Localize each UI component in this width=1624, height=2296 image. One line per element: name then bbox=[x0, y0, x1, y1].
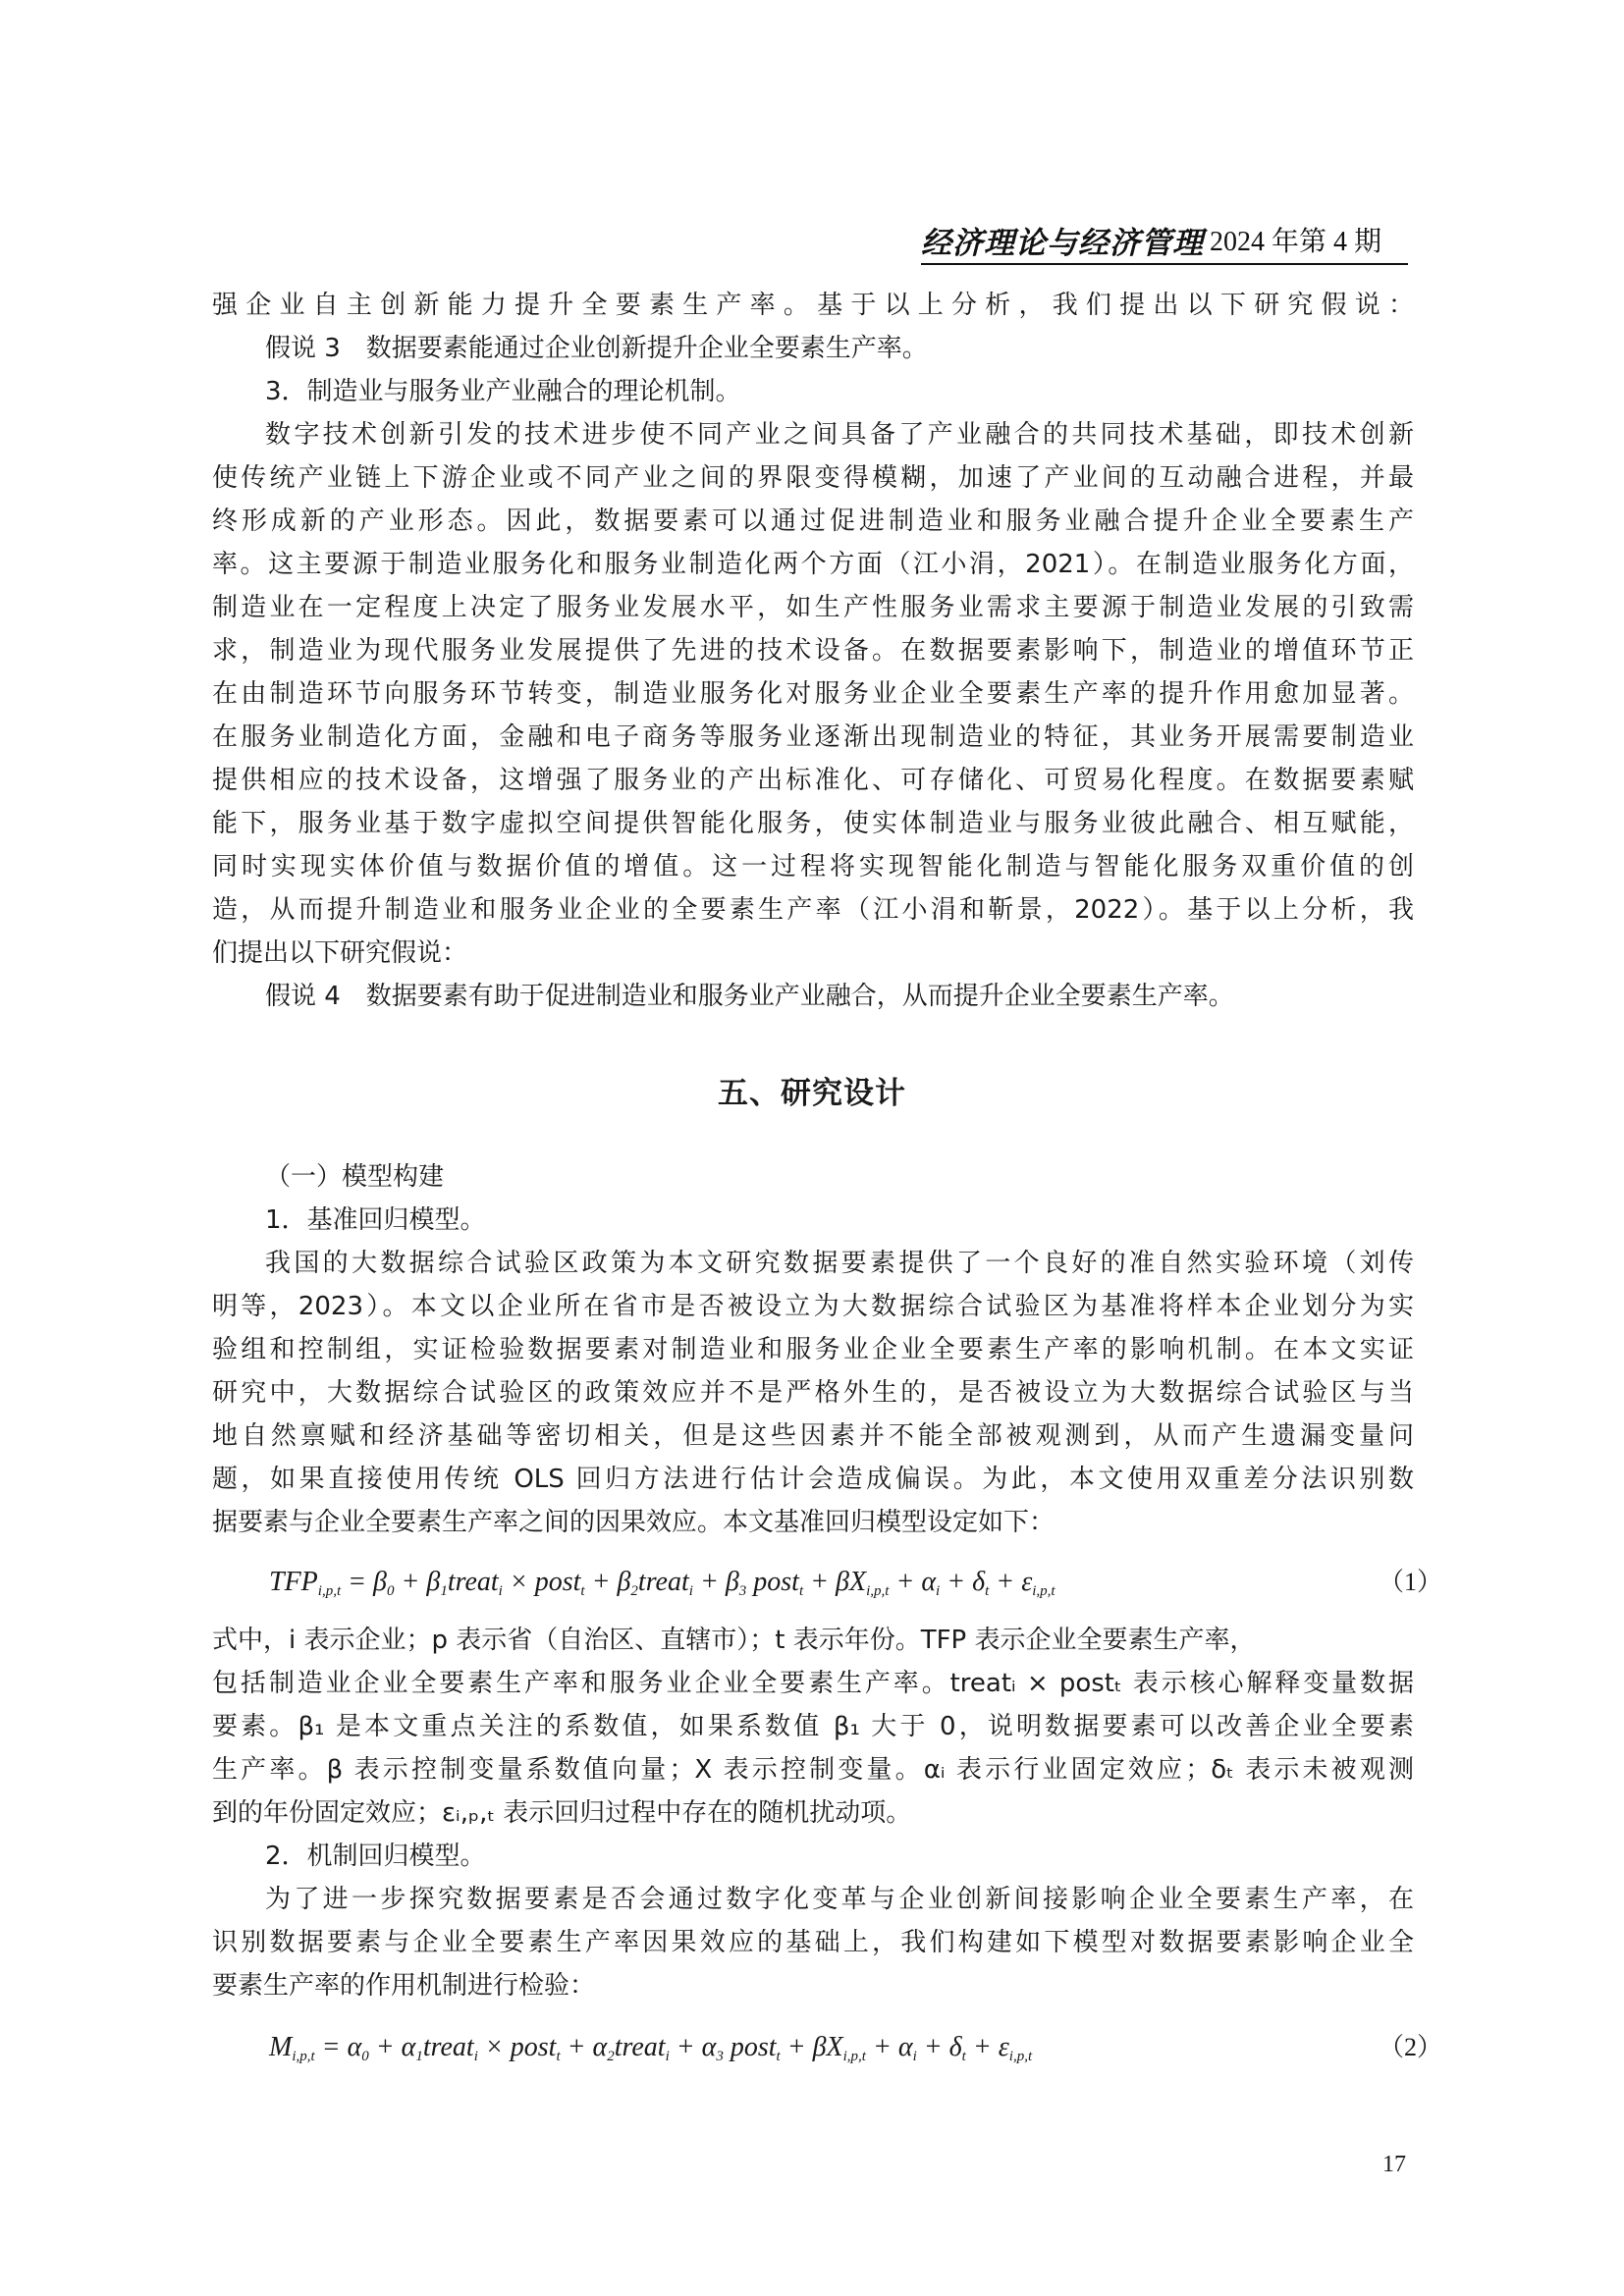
body-line: 明等，2023）。本文以企业所在省市是否被设立为大数据综合试验区为基准将样本企业划分为实 bbox=[212, 1292, 1414, 1321]
body-line: 到的年份固定效应；εᵢ,ₚ,ₜ 表示回归过程中存在的随机扰动项。 bbox=[212, 1798, 912, 1828]
body-line: 提供相应的技术设备，这增强了服务业的产出标准化、可存储化、可贸易化程度。在数据要素赋 bbox=[212, 766, 1414, 795]
eq-term: post bbox=[746, 1567, 799, 1597]
eq-sub: 3 bbox=[738, 1583, 747, 1599]
body-line: 要素生产率的作用机制进行检验： bbox=[212, 1971, 596, 2001]
eq-term: + α bbox=[669, 2032, 717, 2062]
body-line: 同时实现实体价值与数据价值的增值。这一过程将实现智能化制造与智能化服务双重价值的创 bbox=[212, 852, 1414, 881]
subsection-heading: （一）模型构建 bbox=[265, 1162, 445, 1192]
eq-term: treat bbox=[614, 2032, 666, 2062]
eq-sub: t bbox=[556, 2049, 561, 2064]
body-line: 求，制造业为现代服务业发展提供了先进的技术设备。在数据要素影响下，制造业的增值环节正 bbox=[212, 636, 1414, 666]
eq-term: + α bbox=[865, 2032, 913, 2062]
body-line: 制造业在一定程度上决定了服务业发展水平，如生产性服务业需求主要源于制造业发展的引致需 bbox=[212, 593, 1414, 622]
eq-sub: t bbox=[776, 2049, 781, 2064]
equation-1 bbox=[269, 1561, 1056, 1604]
eq-sub: i bbox=[473, 2049, 478, 2064]
body-line: 在由制造环节向服务环节转变，制造业服务化对服务业企业全要素生产率的提升作用愈加显著。 bbox=[212, 679, 1414, 709]
equation-2 bbox=[269, 2026, 1032, 2069]
eq-sub: i,p,t bbox=[1008, 2049, 1033, 2064]
eq-term: + β bbox=[394, 1567, 441, 1597]
body-line: 率。这主要源于制造业服务化和服务业制造化两个方面（江小涓，2021）。在制造业服务化方面， bbox=[212, 550, 1414, 579]
eq-term: + α bbox=[368, 2032, 416, 2062]
eq-sub: 2 bbox=[607, 2049, 615, 2064]
body-line: 题，如果直接使用传统 OLS 回归方法进行估计会造成偏误。为此，本文使用双重差分法识别数 bbox=[212, 1465, 1414, 1494]
journal-title: 经济理论与经济管理 bbox=[921, 226, 1204, 261]
body-line: 验组和控制组，实证检验数据要素对制造业和服务业企业全要素生产率的影响机制。在本文实证 bbox=[212, 1335, 1414, 1364]
eq-sub: i bbox=[936, 1583, 941, 1599]
eq-term: + βX bbox=[780, 2032, 843, 2062]
eq-term: TFP bbox=[269, 1567, 318, 1597]
body-line: 造，从而提升制造业和服务业企业的全要素生产率（江小涓和靳景，2022）。基于以上分析，我 bbox=[212, 895, 1414, 925]
eq-sub: t bbox=[961, 2049, 966, 2064]
eq-term: + βX bbox=[803, 1567, 867, 1597]
body-line: 数字技术创新引发的技术进步使不同产业之间具备了产业融合的共同技术基础，即技术创新 bbox=[265, 420, 1414, 450]
eq-sub: 0 bbox=[361, 2049, 369, 2064]
subsection-heading: 2．机制回归模型。 bbox=[265, 1842, 486, 1871]
eq-sub: i,p,t bbox=[292, 2049, 315, 2064]
eq-term: M bbox=[269, 2032, 293, 2062]
eq-sub: 0 bbox=[386, 1583, 395, 1599]
body-line: 们提出以下研究假说： bbox=[212, 938, 468, 968]
eq-term: treat bbox=[447, 1567, 499, 1597]
eq-term: × post bbox=[502, 1567, 581, 1597]
body-line: 地自然禀赋和经济基础等密切相关，但是这些因素并不能全部被观测到，从而产生遗漏变量问 bbox=[212, 1421, 1414, 1451]
equation-1-number: （1） bbox=[1379, 1568, 1443, 1596]
eq-term: = α bbox=[314, 2032, 362, 2062]
eq-sub: t bbox=[985, 1583, 990, 1599]
eq-term: post bbox=[723, 2032, 777, 2062]
body-line: 为了进一步探究数据要素是否会通过数字化变革与企业创新间接影响企业全要素生产率，在 bbox=[265, 1885, 1414, 1914]
header-rule bbox=[921, 263, 1408, 265]
eq-term: + δ bbox=[940, 1567, 986, 1597]
eq-sub: i bbox=[688, 1583, 693, 1599]
subsection-heading: 1．基准回归模型。 bbox=[265, 1205, 486, 1235]
eq-sub: i,p,t bbox=[842, 2049, 866, 2064]
eq-sub: i,p,t bbox=[1032, 1583, 1056, 1599]
body-line: 包括制造业企业全要素生产率和服务业企业全要素生产率。treatᵢ × postₜ 表示核心解释变量数据 bbox=[212, 1669, 1414, 1698]
eq-sub: i bbox=[498, 1583, 503, 1599]
body-line: 使传统产业链上下游企业或不同产业之间的界限变得模糊，加速了产业间的互动融合进程，并最 bbox=[212, 463, 1414, 493]
eq-sub: t bbox=[580, 1583, 585, 1599]
eq-term: treat bbox=[637, 1567, 689, 1597]
equation-2-number: （2） bbox=[1379, 2033, 1443, 2061]
eq-term: + δ bbox=[916, 2032, 962, 2062]
eq-term: × post bbox=[477, 2032, 557, 2062]
body-line: 强企业自主创新能力提升全要素生产率。基于以上分析，我们提出以下研究假说： bbox=[212, 291, 1414, 320]
eq-sub: 3 bbox=[716, 2049, 724, 2064]
hypothesis-4: 假说 4 数据要素有助于促进制造业和服务业产业融合，从而提升企业全要素生产率。 bbox=[265, 982, 1234, 1011]
eq-sub: i,p,t bbox=[317, 1583, 342, 1599]
body-line: 终形成新的产业形态。因此，数据要素可以通过促进制造业和服务业融合提升企业全要素生产 bbox=[212, 507, 1414, 536]
eq-term: + β bbox=[584, 1567, 631, 1597]
eq-sub: 1 bbox=[440, 1583, 448, 1599]
eq-term: + ε bbox=[989, 1567, 1033, 1597]
eq-sub: t bbox=[798, 1583, 804, 1599]
eq-term: = β bbox=[341, 1567, 387, 1597]
body-line: 研究中，大数据综合试验区的政策效应并不是严格外生的，是否被设立为大数据综合试验区与当 bbox=[212, 1378, 1414, 1408]
body-line: 式中，i 表示企业；p 表示省（自治区、直辖市）；t 表示年份。TFP 表示企业全要素生产率， bbox=[212, 1626, 1256, 1655]
body-line: 要素。β₁ 是本文重点关注的系数值，如果系数值 β₁ 大于 0，说明数据要素可以改善企业全要素 bbox=[212, 1712, 1414, 1741]
body-line: 我国的大数据综合试验区政策为本文研究数据要素提供了一个良好的准自然实验环境（刘传 bbox=[265, 1249, 1414, 1278]
eq-sub: i bbox=[912, 2049, 917, 2064]
body-line: 据要素与企业全要素生产率之间的因果效应。本文基准回归模型设定如下： bbox=[212, 1508, 1056, 1537]
eq-sub: i bbox=[665, 2049, 670, 2064]
body-line: 在服务业制造化方面，金融和电子商务等服务业逐渐出现制造业的特征，其业务开展需要制造业 bbox=[212, 722, 1414, 752]
section-title: 五、研究设计 bbox=[718, 1076, 906, 1111]
eq-term: + β bbox=[692, 1567, 739, 1597]
eq-term: + ε bbox=[965, 2032, 1009, 2062]
eq-sub: 2 bbox=[630, 1583, 638, 1599]
body-line: 识别数据要素与企业全要素生产率因果效应的基础上，我们构建如下模型对数据要素影响企业全 bbox=[212, 1928, 1414, 1957]
eq-term: treat bbox=[422, 2032, 474, 2062]
page-number: 17 bbox=[1382, 2152, 1406, 2177]
hypothesis-3: 假说 3 数据要素能通过企业创新提升企业全要素生产率。 bbox=[265, 334, 928, 363]
body-line: 能下，服务业基于数字虚拟空间提供智能化服务，使实体制造业与服务业彼此融合、相互赋能， bbox=[212, 809, 1414, 838]
eq-term: + α bbox=[560, 2032, 608, 2062]
subsection-heading: 3．制造业与服务业产业融合的理论机制。 bbox=[265, 377, 741, 406]
eq-sub: 1 bbox=[415, 2049, 423, 2064]
eq-sub: i,p,t bbox=[866, 1583, 890, 1599]
eq-term: + α bbox=[889, 1567, 937, 1597]
issue-label: 2024 年第 4 期 bbox=[1210, 227, 1382, 257]
body-line: 生产率。β 表示控制变量系数值向量；X 表示控制变量。αᵢ 表示行业固定效应；δₜ 表示未被观测 bbox=[212, 1755, 1414, 1785]
